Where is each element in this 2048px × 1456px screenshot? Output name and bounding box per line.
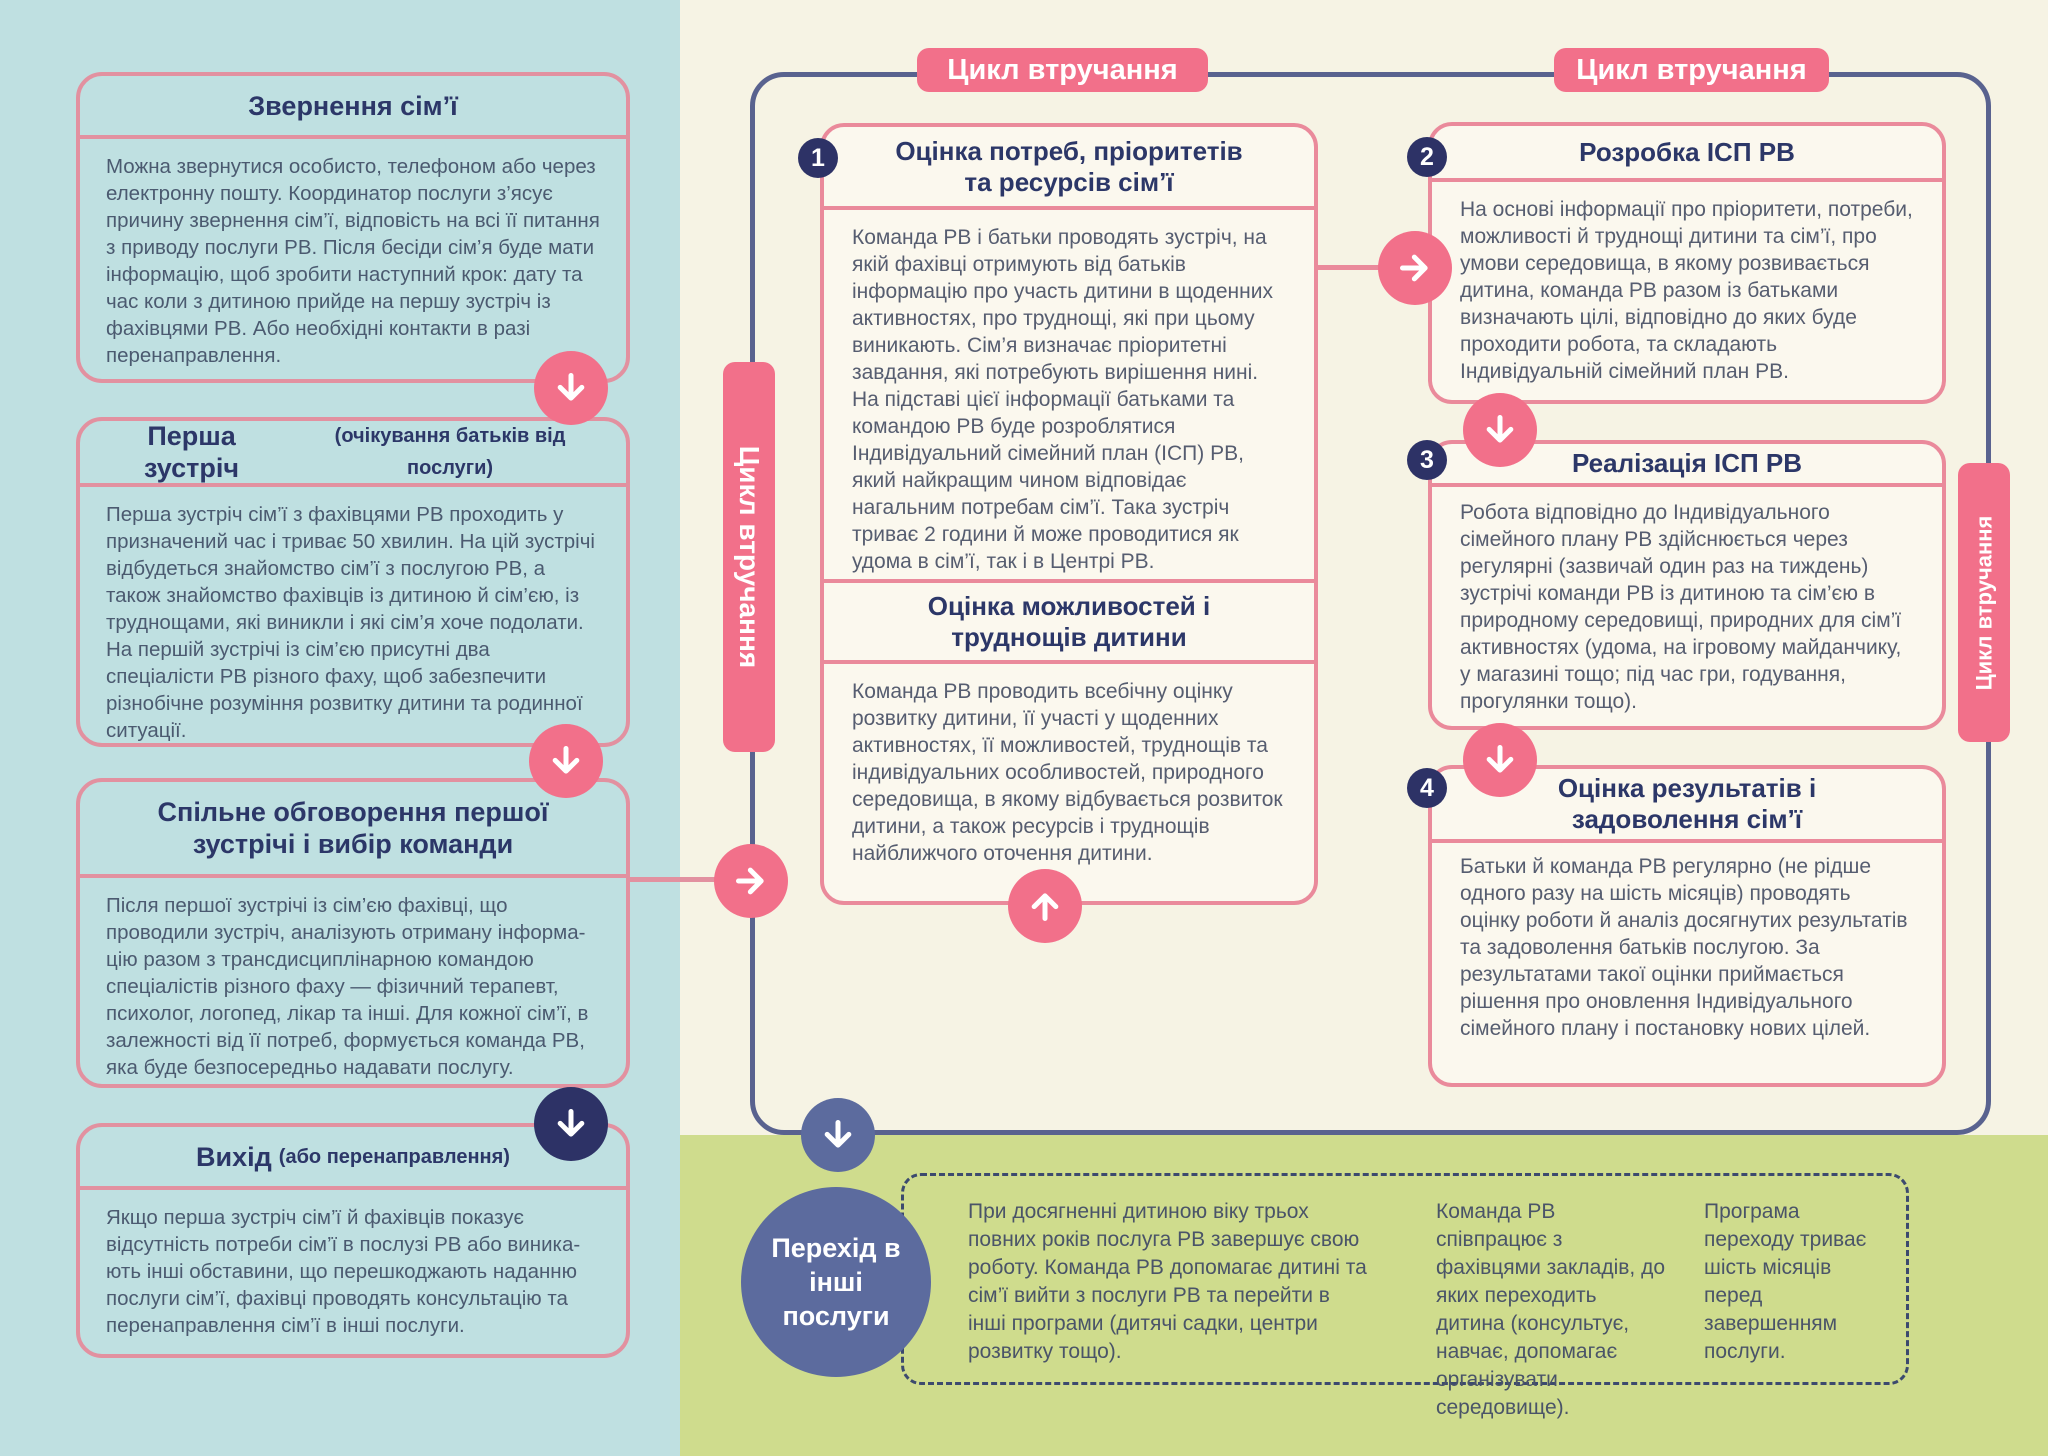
cycle-header-right	[1554, 48, 1829, 92]
arrow-step1-to-step2	[1378, 231, 1452, 305]
arrow-down-icon	[546, 741, 586, 781]
step3-number-badge	[1407, 440, 1447, 480]
arrow-circle-1	[534, 351, 608, 425]
step1-box	[820, 123, 1318, 905]
step1-title	[824, 127, 1314, 210]
arrow-down-icon	[818, 1115, 858, 1155]
cycle-side-label-text: Цикл втручання	[734, 445, 766, 669]
cycle-header-left	[917, 48, 1208, 92]
cycle-header-text: Цикл втручання	[1576, 53, 1807, 86]
family-request-title	[80, 76, 626, 139]
step-number: 1	[811, 143, 825, 172]
arrow-down-icon	[1480, 740, 1520, 780]
step-title-text: Реалізація ІСП РВ	[1571, 448, 1803, 478]
arrow-step3-to-step4	[1463, 723, 1537, 797]
step2-number-badge	[1407, 137, 1447, 177]
step4-number-badge	[1407, 768, 1447, 808]
step1-body: Команда РВ і батьки проводять зустріч, на якій фахівці отримують від батьків інформацію про участь дитини в щоденних активностях, про труднощі, які при цьому виникають. Сім’я визначає пріоритетні завдання, які потребують вирішення нині. На підставі цієї інформації батьками та командою РВ буде розроблятися Індивідуальний сімейний план (ІСП) РВ, який найкращим чином відповідає нагальним потребам сім’ї. Така зустріч триває 2 години й може проводитися як удома в сім’ї, так і в Центрі РВ.	[852, 226, 1273, 573]
step-subtitle-text: Оцінка можливостей і труднощів дитини	[927, 590, 1211, 652]
step-number: 2	[1420, 142, 1434, 171]
first-meeting-title	[80, 421, 626, 487]
transition-notes-box	[901, 1173, 1909, 1419]
step-number: 3	[1420, 445, 1434, 474]
cycle-side-label-text: Цикл втручання	[1971, 515, 1996, 690]
step4-body: Батьки й команда РВ регулярно (не рідше одного разу на шість місяців) проводять оцінку роботи й аналіз досягнутих результатів та задоволення батьків послугою. За результатами такої оцінки приймається рішення про оновлення Індивідуального сімейного плану і постановку нових цілей.	[1460, 855, 1908, 1040]
team-discussion-body: Після першої зустрічі із сім’єю фахівці, що проводили зустріч, аналізують отриману інформа-цію разом з трансдисциплінарною командою спеціалістів різного фаху — фізичний терапевт, психолог, логопед, лікар та інші. Для кожної сім’ї, в залежності від її потреб, формується команда РВ, яка буде безпосередньо надавати послугу.	[106, 894, 589, 1079]
family-request-body: Можна звернутися особисто, телефоном або через електронну пошту. Координатор послуги з’ясує причину звернення сім’ї, відповість на всі її питання з приводу послуги РВ. Після бесіди сім’я буде мати інформацію, щоб зробити наступний крок: дату та час коли з дитиною прийде на першу зустріч із фахівцями РВ. Або необхідні контакти в разі перенаправлення.	[106, 155, 600, 367]
arrow-up-icon	[1025, 886, 1065, 926]
arrow-circle-3	[534, 1087, 608, 1161]
transition-note-2: Команда РВ співпрацює з фахівцями закладів, до яких переходить дитина (консультує, навчає, допомагає організувати середовище).	[1436, 1200, 1666, 1419]
cycle-entry-arrow-circle	[714, 844, 788, 918]
step-number: 4	[1420, 773, 1434, 802]
box-title-suffix: (очікування батьків від послуги)	[334, 425, 566, 479]
step3-body: Робота відповідно до Індивідуального сімейного плану РВ здійснюється через регулярні (зазвичай один раз на тиждень) зустрічі команди РВ із дитиною та сім’єю в природному середовищі, природних для сім’ї активностях (удома, на ігровому майданчику, у магазині тощо; під час гри, годування, прогулянки тощо).	[1460, 501, 1902, 713]
step2-box	[1428, 122, 1946, 404]
first-meeting-body: Перша зустріч сім’ї з фахівцями РВ проходить у призначений час і триває 50 хвилин. На цій зустрічі відбудеться знайомство сім’ї з послугою РВ, а також знайомство фахівців із дитиною й сім’єю, із труднощами, які виникли і які сім’я хоче подолати. На першій зустрічі із сім’єю присутні два спеціалісти РВ різного фаху, щоб забезпечити різнобічне розуміння розвитку дитини та родинної ситуації.	[106, 503, 595, 742]
step2-body: На основі інформації про пріоритети, потреби, можливості й труднощі дитини та сім’ї, про умови середовища, в якому розвивається дитина, команда РВ разом із батьками визначають цілі, відповідно до яких буде проходити робота, та складають Індивідуальній сімейний план РВ.	[1460, 198, 1913, 383]
first-meeting-box	[76, 417, 630, 747]
family-request-box	[76, 72, 630, 383]
step3-box	[1428, 440, 1946, 730]
arrow-down-icon	[1480, 410, 1520, 450]
arrow-cycle-to-transition	[801, 1098, 875, 1172]
step-title-text: Розробка ІСП РВ	[1579, 136, 1795, 167]
arrow-circle-2	[529, 724, 603, 798]
arrow-right-icon	[1395, 248, 1435, 288]
arrow-down-icon	[551, 1104, 591, 1144]
transition-note-1: При досягненні дитиною віку трьох повних років послуга РВ завершує свою роботу. Команда РВ допомагає дитині та сім’ї вийти з послуги РВ та перейти в інші програми (дитячі садки, центри розвитку тощо).	[968, 1200, 1367, 1363]
cycle-side-label-left	[723, 362, 775, 752]
step4-box	[1428, 765, 1946, 1087]
box-title-text: Спільне обговорення першої зустрічі і вибір команди	[157, 797, 549, 859]
step1-subtitle	[824, 579, 1314, 664]
transition-circle	[741, 1187, 931, 1377]
cycle-header-text: Цикл втручання	[947, 53, 1178, 86]
arrow-loop-up	[1008, 869, 1082, 943]
team-discussion-title	[80, 782, 626, 878]
exit-body: Якщо перша зустріч сім’ї й фахівців показує відсутність потреби сім’ї в послузі РВ або виника-ють інші обставини, що перешкоджають наданню послуги сім’ї, фахівці проводять консультацію та перенаправлення сім’ї в інші послуги.	[106, 1206, 581, 1337]
team-discussion-box	[76, 778, 630, 1088]
step-title-text: Оцінка результатів і задоволення сім’ї	[1557, 773, 1817, 834]
step1-body2: Команда РВ проводить всебічну оцінку розвитку дитини, її участі у щоденних активностях, її можливостей, труднощів та індивідуальних особливостей, природного середовища, в якому відбувається розвиток дитини, а також ресурсів і труднощів найближчого оточення дитини.	[852, 680, 1283, 865]
box-title-text: Перша зустріч	[144, 421, 240, 483]
box-title-text: Вихід	[196, 1141, 272, 1172]
box-title-suffix: (або перенаправлення)	[278, 1145, 510, 1168]
transition-note-3: Програма переходу триває шість місяців перед завершенням послуги.	[1704, 1200, 1867, 1363]
arrow-down-icon	[551, 368, 591, 408]
transition-circle-label: Перехід в інші послуги	[771, 1233, 901, 1331]
step-title-text: Оцінка потреб, пріоритетів та ресурсів сім’ї	[895, 135, 1243, 197]
exit-box	[76, 1123, 630, 1358]
box-title-text: Звернення сім’ї	[248, 90, 458, 121]
step1-number-badge	[798, 138, 838, 178]
cycle-side-label-right	[1958, 463, 2010, 742]
step2-title	[1432, 126, 1942, 182]
arrow-right-icon	[731, 861, 771, 901]
arrow-step2-to-step3	[1463, 393, 1537, 467]
